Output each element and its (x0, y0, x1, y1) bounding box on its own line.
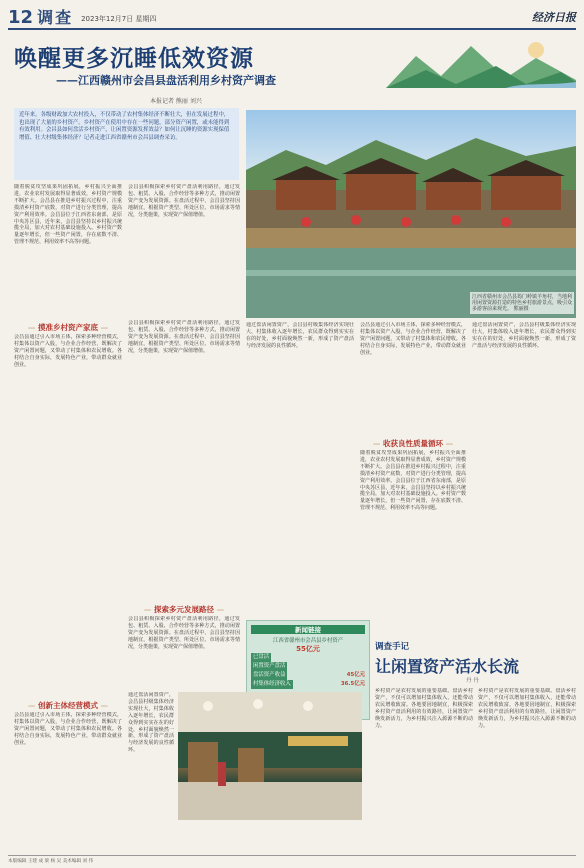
byline: 本报记者 熊丽 刘兴 (150, 98, 202, 105)
info-panel-title: 新闻链接 (251, 625, 365, 634)
article-column-8: 随着脱贫攻坚成果巩固拓展，乡村振兴全面推进，农业农村发展取得显著成效，乡村资产规模不断扩大。会昌县在推进乡村振兴过程中，注重摸清乡村资产底数，对资产进行分类管理，提高资产利用效率。会昌县位于江西省东南部，是原中央苏区县，近年来，会昌县坚持以乡村振兴统揽全局，加大对农村基础设施投入。乡村资产数量逐年增长，但一些资产闲置，存在底数不清、管理不规范、利用效率不高等问题。 (360, 450, 466, 512)
headline: 唤醒更多沉睡低效资源 (14, 45, 254, 72)
page-footer: 本版编辑 王建 成 梁 杨 吴 美术编辑 刘 伟 (8, 855, 576, 864)
article-column-3: 会昌县通过引入市场主体，探索多种经营模式，村集体以资产入股，与企业合作经营，既解决了资产闲置问题，又带动了村集体和农民增收。各村结合自身实际，发展特色产业，带动群众就业创业。 (14, 334, 122, 368)
commentary-column-2: 乡村资产是农村发展的重要基础。盘活乡村资产，不仅可以增加村集体收入，还能带动农民增收致富。各地要因地制宜，积极探索乡村资产盘活利用的有效路径，让闲置资产焕发新活力，为乡村振兴注入源源不断的动力。 (478, 688, 576, 729)
article-column-4: 会昌县积极探索乡村资产盘活利用路径，通过发包、租赁、入股、合作经营等多种方式，推动闲置资产变为发展资源。在盘活过程中，会昌县坚持因地制宜，根据资产类型、所处区位、市场需求等情况，分类施策，实现资产保值增值。 (128, 320, 240, 354)
commentary-label: 调查手记 (375, 642, 410, 652)
article-column-10: 会昌县通过引入市场主体，探索多种经营模式，村集体以资产入股，与企业合作经营，既解决了资产闲置问题，又带动了村集体和农民增收。各村结合自身实际，发展特色产业，带动群众就业创业。 (14, 712, 122, 746)
article-column-1: 随着脱贫攻坚成果巩固拓展，乡村振兴全面推进，农业农村发展取得显著成效，乡村资产规模不断扩大。会昌县在推进乡村振兴过程中，注重摸清乡村资产底数，对资产进行分类管理，提高资产利用效率。会昌县位于江西省东南部，是原中央苏区县，近年来，会昌县坚持以乡村振兴统揽全局，加大对农村基础设施投入。乡村资产数量逐年增长，但一些资产闲置，存在底数不清、管理不规范、利用效率不高等问题。 (14, 184, 122, 246)
article-column-9: 会昌县积极探索乡村资产盘活利用路径，通过发包、租赁、入股、合作经营等多种方式，推动闲置资产变为发展资源。在盘活过程中，会昌县坚持因地制宜，根据资产类型、所处区位、市场需求等情况，分类施策，实现资产保值增值。 (128, 616, 240, 650)
intro-summary: 近年来，各级财政加大农村投入，不仅带动了农村集体经济不断壮大，但在发展过程中，也出现了大量的乡村资产。乡村资产在使用中存在一些问题，部分资产闲置，或未能得到有效利用。会昌县如何盘活乡村资产，让闲置资源发挥效益？如何让沉睡的资源实现保值增值、壮大村级集体经济？记者走进江西省赣州市会昌县调查采访。 (14, 108, 239, 180)
article-column-7: 通过盘活闲置资产，会昌县村级集体经济实现壮大，村集体收入逐年增长，农民群众得到实实在在的好处，乡村面貌焕然一新，形成了资产盘活与经济发展的良性循环。 (472, 322, 576, 349)
page-number: 12 (8, 7, 34, 28)
info-panel-row: 已盘活 (253, 654, 270, 660)
article-column-11: 通过盘活闲置资产，会昌县村级集体经济实现壮大，村集体收入逐年增长，农民群众得到实实在在的好处，乡村面貌焕然一新，形成了资产盘活与经济发展的良性循环。 (128, 692, 174, 754)
village-scene-illustration (246, 110, 576, 318)
commentary-column-1: 乡村资产是农村发展的重要基础。盘活乡村资产，不仅可以增加村集体收入，还能带动农民增收致富。各地要因地制宜，积极探索乡村资产盘活利用的有效路径，让闲置资产焕发新活力，为乡村振兴注入源源不断的动力。 (375, 688, 473, 729)
section-title-2: — 探索多元发展路径 — (128, 604, 240, 615)
article-column-2: 会昌县积极探索乡村资产盘活利用路径，通过发包、租赁、入股、合作经营等多种方式，推动闲置资产变为发展资源。在盘活过程中，会昌县坚持因地制宜，根据资产类型、所处区位、市场需求等情况，分类施策，实现资产保值增值。 (128, 184, 240, 218)
section-name: 调查 (37, 8, 74, 27)
info-panel-row: 盘活资产收益 45亿元 (253, 672, 365, 678)
article-column-6: 会昌县通过引入市场主体，探索多种经营模式，村集体以资产入股，与企业合作经营，既解决了资产闲置问题，又带动了村集体和农民增收。各村结合自身实际，发展特色产业，带动群众就业创业。 (360, 322, 466, 356)
info-panel-row: 闲置资产盘活 (253, 663, 286, 669)
mountain-illustration (386, 36, 576, 88)
photo-caption: 江西省赣州市会昌县筠门岭镇羊角村，当地利用闲置资源打造的特色乡村旅游景点，吸引众多游客前来观光。 熊丽摄 (472, 294, 573, 312)
subheadline: ——江西赣州市会昌县盘活利用乡村资产调查 (56, 74, 276, 87)
shop-interior-photo (178, 692, 362, 820)
info-panel-line: 江西省赣州市会昌县乡村资产 (272, 638, 344, 644)
info-panel-row: 村集体经济收入 36.5亿元 (253, 681, 365, 687)
article-column-5: 通过盘活闲置资产，会昌县村级集体经济实现壮大，村集体收入逐年增长，农民群众得到实实在在的好处，乡村面貌焕然一新，形成了资产盘活与经济发展的良性循环。 (246, 322, 354, 349)
commentary-title: 让闲置资产活水长流 (375, 657, 520, 676)
info-panel-total: 55亿元 (296, 645, 320, 653)
main-photo-village (246, 110, 576, 318)
section-title-3: — 创新主体经营模式 — (14, 700, 122, 711)
shop-scene-illustration (178, 692, 362, 820)
masthead (8, 6, 576, 30)
commentary-author: 丹 丹 (466, 678, 479, 684)
issue-date: 2023年12月7日 星期四 (81, 15, 157, 23)
section-title-1: — 摸准乡村资产家底 — (14, 322, 122, 333)
section-title-4: — 收获良性质量循环 — (360, 438, 466, 449)
newspaper-logo: 经济日报 (532, 11, 576, 24)
